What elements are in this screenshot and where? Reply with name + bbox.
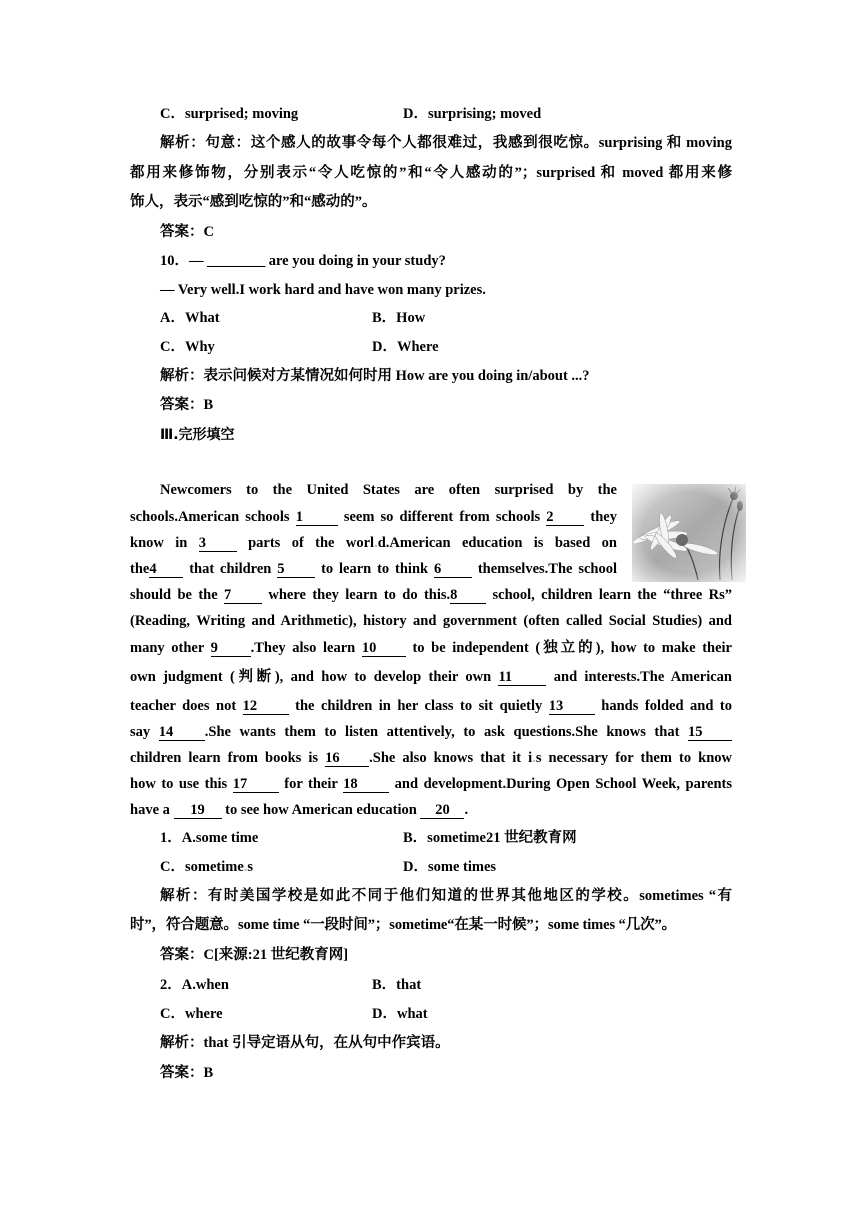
cloze-line-11: children learn from books is 16 .She also knows that it i.s necessary for them to know [130,750,732,766]
q2-option-c: C．where [160,1006,223,1022]
ink-dot: . [243,859,248,875]
ink-dot: . [374,535,378,551]
q10-option-d: D．Where [372,339,439,355]
q10-stem [160,251,446,271]
cloze-line-3: know in 3 parts of the worl.d.American education is based on [130,535,617,551]
q1-option-c: C．sometime.s [160,859,254,875]
cloze-line-8: own judgment (判断), and how to develop their own 11 and interests.The American [130,669,732,685]
cloze-line-10: say 14 .She wants them to listen attentively, to ask questions.She knows that 15 [130,722,732,742]
blank-18: 18 [343,776,389,793]
blank-13: 13 [549,698,595,715]
q2-explanation: 解析：that 引导定语从句，在从句中作宾语。 [160,1035,450,1051]
q1-option-b: B．sometime21 世纪教育网 [403,830,577,846]
ink-dot: . [532,750,536,766]
blank-9: 9 [211,640,251,657]
blank-1: 1 [296,509,338,526]
q9-explanation-line-3: 饰人，表示“感到吃惊的”和“感动的”。 [130,194,377,210]
blank-8: 8 [450,587,486,604]
q2-option-a: 2．A.when [160,977,229,993]
blank-15: 15 [688,724,732,741]
q1-explanation-line-2: 时”，符合题意。some time “一段时间”；sometime“在某一时候”；some times “几次”。 [130,917,677,933]
blank-6: 6 [434,561,472,578]
q10-answer: 答案：B [160,397,214,413]
q10-explanation: 解析：表示问候对方某情况如何时用 How are you doing in/about ...? [160,368,590,384]
blank-20: 20 [420,802,464,819]
blank-17: 17 [233,776,279,793]
blank-19: 19 [174,802,222,819]
q1-option-d: D．some times [403,859,497,875]
q10-stem-prefix: 10．— [160,253,208,269]
q10-stem-suffix: are you doing in your study? [265,253,446,269]
blank-2: 2 [546,509,584,526]
q9-explanation-line-1: 解析：句意：这个感人的故事令每个人都很难过，我感到很吃惊。surprising 和 moving [160,135,732,151]
q2-option-b: B．that [372,977,422,993]
blank-3: 3 [199,535,237,552]
q9-option-c: C．surprised; moving [160,106,299,122]
q1-answer: 答案：C[来源:21 世纪教育网] [160,947,349,963]
q2-option-d: D．what [372,1006,428,1022]
q10-option-a: A．What [160,310,220,326]
blank-16: 16 [325,750,369,767]
cloze-line-12: how to use this 17 for their 18 and development.During Open School Week, parents [130,776,732,792]
cloze-line-2: schools.American schools 1 seem so different from schools 2 they [130,509,617,525]
cloze-line-13: have a 19 to see how American education 20 . [130,802,469,818]
q2-answer: 答案：B [160,1065,214,1081]
q10-option-b: B．How [372,310,426,326]
blank-10: 10 [362,640,406,657]
cloze-line-5: should be the 7 where they learn to do this.8 school, children learn the “three Rs” [130,587,732,603]
blank-11: 11 [498,669,546,686]
q10-blank: ________ [207,253,266,269]
section-title: Ⅲ.完形填空 [160,427,235,443]
q1-option-a: 1．A.some time [160,830,259,846]
q10-option-c: C．Why [160,339,215,355]
blank-4: 4 [149,561,183,578]
blank-5: 5 [277,561,315,578]
q10-response: — Very well.I work hard and have won many prizes. [160,282,486,298]
cloze-line-4: the4 that children 5 to learn to think 6 themselves.The school [130,561,617,577]
blank-12: 12 [243,698,289,715]
q9-option-d: D．surprising; moved [403,106,542,122]
q9-answer: 答案：C [160,224,214,240]
blank-14: 14 [159,724,205,741]
blank-7: 7 [224,587,262,604]
cloze-line-7: many other 9 .They also learn 10 to be independent (独立的), how to make their [130,640,732,656]
flower-photo [632,484,746,582]
cloze-line-1: Newcomers to the United States are often surprised by the [160,482,617,498]
cloze-line-6: (Reading, Writing and Arithmetic), history and government (often called Social Studies) and [130,613,732,629]
q9-explanation-line-2: 都用来修饰物，分别表示“令人吃惊的”和“令人感动的”；surprised 和 moved 都用来修 [130,165,732,181]
cloze-line-9: teacher does not 12 the children in her class to sit quietly 13 hands folded and to [130,698,732,714]
q1-explanation-line-1: 解析：有时美国学校是如此不同于他们知道的世界其他地区的学校。sometimes “有 [160,888,732,904]
